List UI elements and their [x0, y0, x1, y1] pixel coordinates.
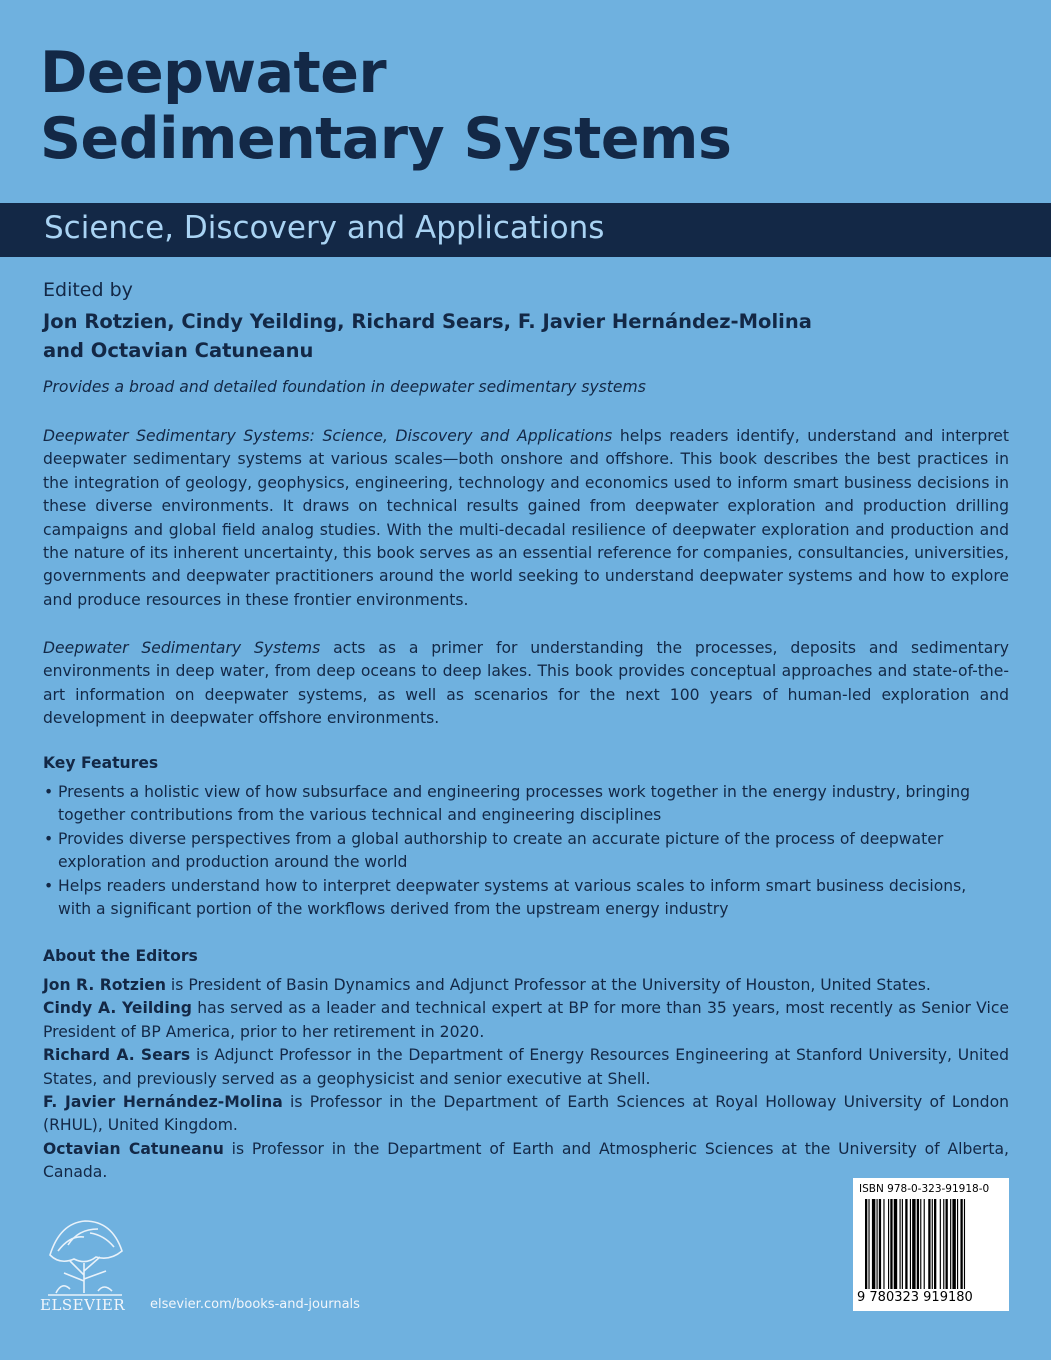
editor-bio [43, 1091, 1009, 1138]
barcode-bar [879, 1199, 881, 1289]
barcode-bar [872, 1199, 875, 1289]
title-line-2: Sedimentary Systems [40, 106, 732, 172]
publisher-url: elsevier.com/books-and-journals [150, 1297, 360, 1312]
editor-names-line-2: and Octavian Catuneanu [43, 339, 314, 362]
editor-bio-text: is President of Basin Dynamics and Adjunct Professor at the University of Houston, United States. [165, 976, 931, 994]
paragraph-1-body: helps readers identify, understand and interpret deepwater sedimentary systems at various scales—both onshore and offshore. This book describes the best practices in the integration of geology, geophysics, engineering, technology and economics used to inform smart business decisions in these diverse environments. It draws on technical results gained from deepwater exploration and production drilling campaigns and global field analog studies. With the multi-decadal resilience of deepwater exploration and production and the nature of its inherent uncertainty, this book serves as an essential reference for companies, consultancies, universities, governments and deepwater practitioners around the world seeking to understand deepwater systems and how to explore and produce resources in these frontier environments. [43, 427, 1009, 609]
barcode-bar [943, 1199, 944, 1289]
key-features-heading: Key Features [43, 754, 159, 772]
isbn-barcode [853, 1178, 1009, 1311]
barcode-bar [950, 1199, 951, 1289]
editor-name: F. Javier Hernández-Molina [43, 1093, 283, 1112]
barcode-bar [964, 1199, 965, 1289]
editor-bio [43, 997, 1009, 1044]
about-editors [43, 974, 1009, 1185]
publisher-name: ELSEVIER [40, 1296, 126, 1314]
editor-names-line-1: Jon Rotzien, Cindy Yeilding, Richard Sears, F. Javier Hernández-Molina [43, 310, 812, 333]
barcode-number: 9 780323 919180 [857, 1290, 973, 1305]
barcode-bar [932, 1199, 933, 1289]
book-title-italic: Deepwater Sedimentary Systems: Science, Discovery and Applications [43, 427, 613, 445]
list-item: • Helps readers understand how to interpret deepwater systems at various scales to inform smart business decisions, with a significant portion of the workflows derived from the upstream energy industry [43, 875, 993, 922]
isbn-label: ISBN 978-0-323-91918-0 [859, 1183, 990, 1195]
barcode-bar [868, 1199, 869, 1289]
editor-name: Cindy A. Yeilding [43, 999, 192, 1018]
subtitle-band [0, 203, 1051, 257]
list-item: • Presents a holistic view of how subsurface and engineering processes work together in the energy industry, bringing together contributions from the various technical and engineering disciplines [43, 781, 993, 828]
barcode-bar [888, 1199, 889, 1289]
barcode-bar [902, 1199, 903, 1289]
barcode-bar [934, 1199, 936, 1289]
barcode-bar [910, 1199, 911, 1289]
editor-bio [43, 974, 1009, 997]
book-subtitle: Science, Discovery and Applications [44, 210, 605, 246]
description-paragraph-1 [43, 425, 1009, 612]
barcode-bar [946, 1199, 948, 1289]
barcode-bar [900, 1199, 901, 1289]
barcode-bar [957, 1199, 958, 1289]
barcode-bar [894, 1199, 897, 1289]
barcode-bar [877, 1199, 878, 1289]
editor-bio-text: has served as a leader and technical expert at BP for more than 35 years, most recently as Senior Vice President of BP America, prior to her retirement in 2020. [43, 999, 1009, 1041]
barcode-bar [952, 1199, 955, 1289]
editor-name: Jon R. Rotzien [43, 976, 166, 994]
edited-by-label: Edited by [43, 279, 133, 301]
editor-names [43, 307, 1003, 365]
barcode-bar [928, 1199, 930, 1289]
barcode-bar [905, 1199, 907, 1289]
barcode-bar [917, 1199, 919, 1289]
barcode-bar [912, 1199, 915, 1289]
editor-bio [43, 1044, 1009, 1091]
barcode-bar [890, 1199, 892, 1289]
book-title-italic: Deepwater Sedimentary Systems [43, 639, 321, 657]
barcode-bars [865, 1199, 999, 1289]
title-line-1: Deepwater [40, 40, 387, 106]
about-editors-heading: About the Editors [43, 947, 198, 965]
editor-name: Richard A. Sears [43, 1046, 191, 1065]
key-features-list [43, 781, 993, 921]
barcode-bar [940, 1199, 941, 1289]
book-title [40, 40, 731, 172]
editor-bio-text: is Professor in the Department of Earth and Atmospheric Sciences at the University of Alberta, Canada. [43, 1139, 1009, 1182]
editor-bio-text: is Adjunct Professor in the Department of Energy Resources Engineering at Stanford University, United States, and previously served as a geophysicist and senior executive at Shell. [43, 1046, 1009, 1088]
barcode-bar [920, 1199, 921, 1289]
list-item: • Provides diverse perspectives from a global authorship to create an accurate picture of the process of deepwater exploration and production around the world [43, 828, 993, 875]
editor-name: Octavian Catuneanu [43, 1139, 224, 1158]
barcode-bar [883, 1199, 884, 1289]
editor-bio-text: is Professor in the Department of Earth Sciences at Royal Holloway University of London (RHUL), United Kingdom. [43, 1093, 1009, 1135]
barcode-bar [865, 1199, 867, 1289]
tagline: Provides a broad and detailed foundation in deepwater sedimentary systems [43, 378, 646, 396]
paragraph-2-body: acts as a primer for understanding the processes, deposits and sedimentary environments in deep water, from deep oceans to deep lakes. This book provides conceptual approaches and state-of-the-art information on deepwater systems, as well as scenarios for the next 100 years of human-led exploration and development in deepwater offshore environments. [43, 639, 1009, 728]
barcode-bar [960, 1199, 962, 1289]
barcode-bar [924, 1199, 925, 1289]
description-paragraph-2 [43, 637, 1009, 731]
